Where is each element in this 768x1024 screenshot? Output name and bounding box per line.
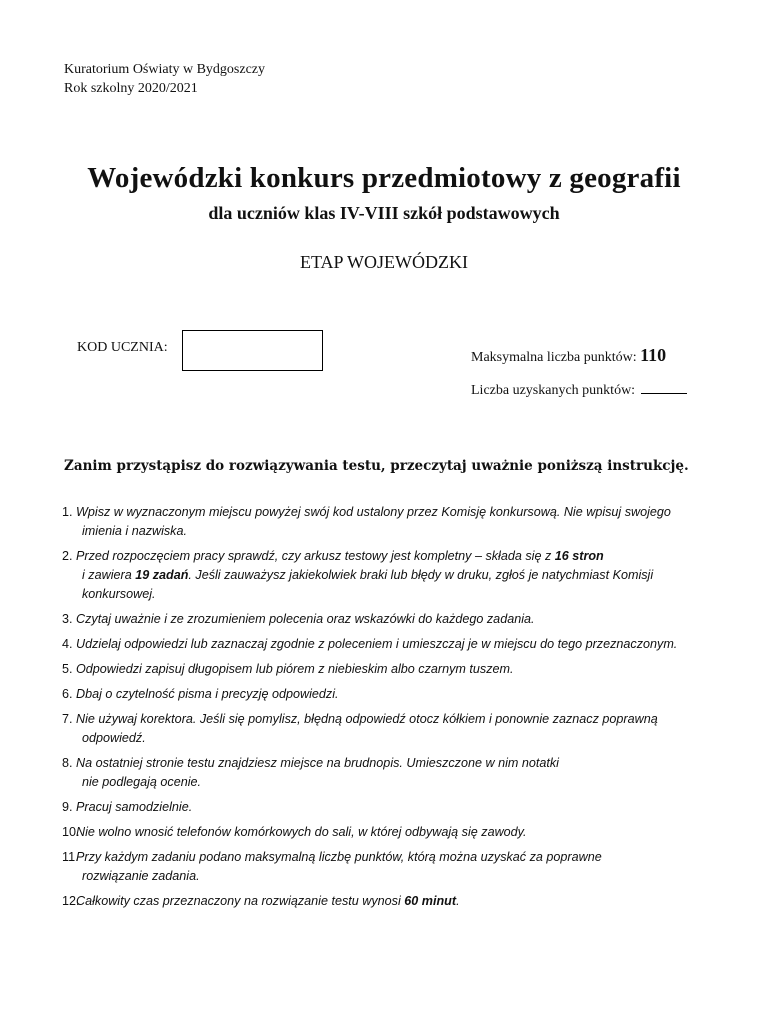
list-item: 3. Czytaj uważnie i ze zrozumieniem polecenia oraz wskazówki do każdego zadania. xyxy=(62,610,712,629)
page-title: Wojewódzki konkurs przedmiotowy z geografii xyxy=(87,162,681,194)
instructions-list xyxy=(62,503,712,917)
item-number: 5. xyxy=(62,662,73,676)
list-item: 9. Pracuj samodzielnie. xyxy=(62,798,712,817)
stage-label: ETAP WOJEWÓDZKI xyxy=(299,252,469,272)
student-code-field[interactable] xyxy=(182,330,323,371)
item-number: 3. xyxy=(62,612,73,626)
list-item: 4. Udzielaj odpowiedzi lub zaznaczaj zgodnie z poleceniem i umieszczaj je w miejscu do tego przeznaczonym. xyxy=(62,635,712,654)
max-points-label: Maksymalna liczba punktów: xyxy=(471,350,637,365)
list-item: 5. Odpowiedzi zapisuj długopisem lub piórem z niebieskim albo czarnym tuszem. xyxy=(62,660,712,679)
item-number: 12. xyxy=(62,894,80,908)
list-item: 7. Nie używaj korektora. Jeśli się pomylisz, błędną odpowiedź otocz kółkiem i ponownie zaznacz poprawną odpowiedź. xyxy=(62,712,658,745)
institution-name: Kuratorium Oświaty w Bydgoszczy xyxy=(64,62,266,77)
list-item: 11. Przy każdym zadaniu podano maksymalną liczbę punktów, którą można uzyskać za poprawne rozwiązanie zadania. xyxy=(62,850,602,883)
list-item: 2. Przed rozpoczęciem pracy sprawdź, czy arkusz testowy jest kompletny – składa się z 16 stron i zawiera 19 zadań. Jeśli zauważysz jakiekolwiek braki lub błędy w druku, zgłoś je natychmiast Komisji konkursowej. xyxy=(62,549,654,601)
list-item: 1. Wpisz w wyznaczonym miejscu powyżej swój kod ustalony przez Komisję konkursową. Nie wpisuj swojego imienia i nazwiska. xyxy=(62,505,671,538)
item-number: 6. xyxy=(62,687,73,701)
item-number: 7. xyxy=(62,712,73,726)
header-info xyxy=(64,60,265,98)
item-number: 9. xyxy=(62,800,73,814)
item-number: 2. xyxy=(62,549,73,563)
item-number: 1. xyxy=(62,505,73,519)
item-number: 11. xyxy=(62,850,79,864)
max-points-value: 110 xyxy=(640,345,667,365)
list-item: 6. Dbaj o czytelność pisma i precyzję odpowiedzi. xyxy=(62,685,712,704)
list-item: 8. Na ostatniej stronie testu znajdziesz miejsce na brudnopis. Umieszczone w nim notatki nie podlegają ocenie. xyxy=(62,756,559,789)
item-number: 8. xyxy=(62,756,73,770)
student-code-label: KOD UCZNIA: xyxy=(77,340,168,355)
instructions-intro: Zanim przystąpisz do rozwiązywania testu, przeczytaj uważnie poniższą instrukcję. xyxy=(64,458,689,474)
obtained-points-field[interactable] xyxy=(641,393,687,394)
list-item: 10. Nie wolno wnosić telefonów komórkowych do sali, w której odbywają się zawody. xyxy=(62,823,712,842)
max-points xyxy=(471,345,666,366)
school-year: Rok szkolny 2020/2021 xyxy=(64,81,198,96)
item-number: 4. xyxy=(62,637,73,651)
page-subtitle: dla uczniów klas IV-VIII szkół podstawowych xyxy=(208,203,560,223)
obtained-points-label: Liczba uzyskanych punktów: xyxy=(471,383,636,398)
list-item: 12. Całkowity czas przeznaczony na rozwiązanie testu wynosi 60 minut. xyxy=(62,892,712,911)
item-number: 10. xyxy=(62,825,80,839)
obtained-points xyxy=(471,383,687,399)
